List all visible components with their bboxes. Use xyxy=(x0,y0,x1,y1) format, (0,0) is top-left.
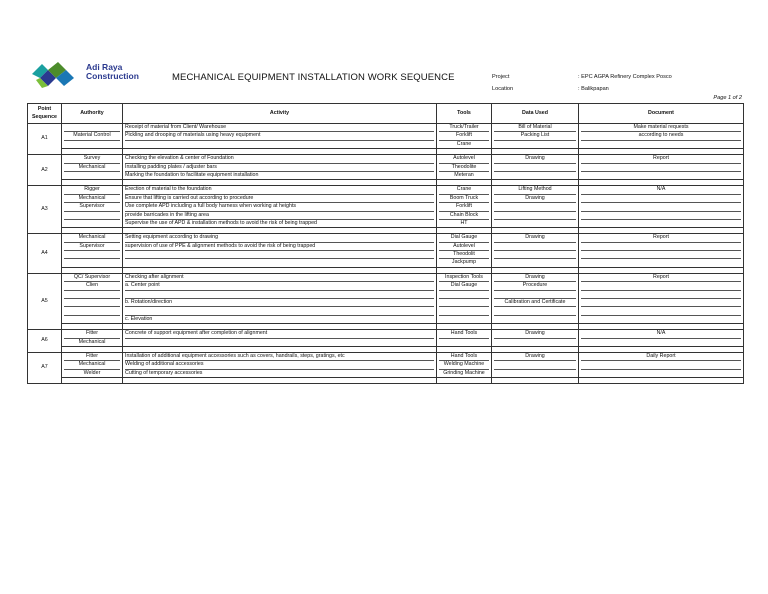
document-cell-line: according to needs xyxy=(581,132,741,140)
location-value: : Balikpapan xyxy=(578,86,609,92)
activity-cell xyxy=(123,234,437,268)
document-cell xyxy=(579,330,744,347)
data-used-cell-line: Procedure xyxy=(494,282,576,290)
data-used-cell xyxy=(492,273,579,323)
header-activity: Activity xyxy=(123,104,437,124)
data-used-cell-line: Packing List xyxy=(494,132,576,140)
authority-cell-line xyxy=(64,259,120,266)
activity-cell-line: Setting equipment according to drawing xyxy=(125,234,434,242)
authority-cell-line: Mechanical xyxy=(64,234,120,242)
company-name-line2: Construction xyxy=(86,71,139,81)
data-used-cell-line: Lifting Method xyxy=(494,186,576,194)
spacer-cell xyxy=(437,378,492,384)
activity-cell xyxy=(123,124,437,149)
activity-cell-line: Installation of additional equipment accessories such as covers, handrails, steps, gratings, etc xyxy=(125,353,434,361)
data-used-cell-line: Drawing xyxy=(494,234,576,242)
table-row xyxy=(28,124,744,149)
tools-cell xyxy=(437,234,492,268)
data-used-cell xyxy=(492,186,579,228)
table-body xyxy=(28,124,744,384)
tools-cell xyxy=(437,124,492,149)
authority-cell-line xyxy=(64,299,120,307)
document-cell xyxy=(579,186,744,228)
header-seq-line1: Point xyxy=(37,106,52,113)
tools-cell-line: Autolevel xyxy=(439,155,489,163)
document-cell-line xyxy=(581,212,741,220)
document-cell-line xyxy=(581,220,741,227)
tools-cell-line: Jackpump xyxy=(451,259,477,266)
tools-cell-line: Meteran xyxy=(454,171,474,178)
authority-cell xyxy=(62,186,123,228)
document-cell-line: N/A xyxy=(581,186,741,194)
data-used-cell-line xyxy=(494,203,576,211)
authority-cell xyxy=(62,273,123,323)
tools-cell-line xyxy=(439,299,489,307)
activity-cell-line xyxy=(125,251,434,259)
table-header-row xyxy=(28,104,744,124)
company-name-line1: Adi Raya xyxy=(86,62,123,72)
header-data-used: Data Used xyxy=(492,104,579,124)
table-row xyxy=(28,352,744,377)
data-used-cell xyxy=(492,234,579,268)
authority-cell-line: Rigger xyxy=(64,186,120,194)
authority-cell-line xyxy=(64,307,120,315)
document-cell-line: Make material requests xyxy=(581,124,741,132)
tools-cell-line: Boom Truck xyxy=(439,195,489,203)
data-used-cell-line xyxy=(494,212,576,220)
table-row xyxy=(28,234,744,268)
authority-cell xyxy=(62,234,123,268)
activity-cell-line: Concrete of support equipment after completion of alignment xyxy=(125,330,434,338)
activity-cell-line xyxy=(125,259,434,266)
activity-cell-line: supervision of use of PPE & alignment methods to avoid the risk of being trapped xyxy=(125,243,434,251)
tools-cell-line: Hand Tools xyxy=(439,330,489,338)
activity-cell-line: Cutting of temporary accessories xyxy=(125,369,203,376)
data-used-cell-line xyxy=(494,316,576,323)
document-cell-line: Report xyxy=(581,274,741,282)
tools-cell-line: Welding Machine xyxy=(439,361,489,369)
data-used-cell-line: Drawing xyxy=(494,195,576,203)
data-used-cell-line xyxy=(494,291,576,299)
activity-cell-line: Supervise the use of APD & installation methods to avoid the risk of being trapped xyxy=(125,219,317,226)
data-used-cell-line xyxy=(494,251,576,259)
authority-cell-line: Supervisor xyxy=(64,243,120,251)
document-cell-line xyxy=(581,243,741,251)
tools-cell-line: Grinding Machine xyxy=(443,369,485,376)
project-label: Project xyxy=(492,74,510,80)
data-used-cell-line xyxy=(494,339,576,346)
point-sequence-cell: A3 xyxy=(28,186,62,234)
activity-cell-line: Receipt of material from Client/ Warehouse xyxy=(125,124,434,132)
tools-cell xyxy=(437,273,492,323)
data-used-cell-line xyxy=(494,172,576,179)
activity-cell-line: Use complete APD including a full body harness when working at heights xyxy=(125,203,434,211)
document-cell-line xyxy=(581,339,741,346)
tools-cell-line: Autolevel xyxy=(439,243,489,251)
authority-cell-line: Material Control xyxy=(64,132,120,140)
document-cell xyxy=(579,352,744,377)
tools-cell-line xyxy=(439,291,489,299)
point-sequence-cell: A5 xyxy=(28,273,62,329)
tools-cell-line: Forklift xyxy=(439,132,489,140)
point-sequence-cell: A4 xyxy=(28,234,62,274)
data-used-cell-line xyxy=(494,141,576,148)
tools-cell-line: Hand Tools xyxy=(439,353,489,361)
document-cell-line xyxy=(581,291,741,299)
point-sequence-cell: A6 xyxy=(28,330,62,353)
authority-cell-line: Mechanical xyxy=(78,338,106,345)
authority-cell-line: Mechanical xyxy=(64,195,120,203)
tools-cell-line: Dial Gauge xyxy=(439,234,489,242)
document-cell xyxy=(579,124,744,149)
tools-cell-line: Truck/Trailer xyxy=(439,124,489,132)
authority-cell xyxy=(62,124,123,149)
authority-cell-line: Fitter xyxy=(64,330,120,338)
project-value: : EPC AGPA Refinery Complex Posco xyxy=(578,74,672,80)
authority-cell-line: Survey xyxy=(64,155,120,163)
point-sequence-cell: A1 xyxy=(28,124,62,155)
authority-cell-line: Clien xyxy=(64,282,120,290)
authority-cell-line: Supervisor xyxy=(64,203,120,211)
activity-cell-line: Pickling and drooping of materials using heavy equipment xyxy=(125,132,434,140)
data-used-cell-line xyxy=(494,243,576,251)
point-sequence-cell: A7 xyxy=(28,352,62,383)
location-label: Location xyxy=(492,86,514,92)
spacer-cell xyxy=(579,378,744,384)
company-logo xyxy=(30,60,139,92)
header-authority: Authority xyxy=(62,104,123,124)
authority-cell-line xyxy=(64,124,120,132)
tools-cell-line: Dial Gauge xyxy=(439,282,489,290)
table-row xyxy=(28,273,744,323)
document-cell-line xyxy=(581,203,741,211)
tools-cell xyxy=(437,330,492,347)
header-tools: Tools xyxy=(437,104,492,124)
document-cell xyxy=(579,155,744,180)
data-used-cell-line: Bill of Material xyxy=(494,124,576,132)
header-document: Document xyxy=(579,104,744,124)
tools-cell xyxy=(437,352,492,377)
authority-cell-line xyxy=(64,291,120,299)
activity-cell xyxy=(123,330,437,347)
activity-cell xyxy=(123,273,437,323)
activity-cell-line: c. Elevation xyxy=(125,315,153,322)
point-sequence-cell: A2 xyxy=(28,155,62,186)
data-used-cell xyxy=(492,330,579,347)
table-row xyxy=(28,155,744,180)
spacer-row xyxy=(28,378,744,384)
activity-cell-line: a. Center point xyxy=(125,282,434,290)
data-used-cell-line xyxy=(494,361,576,369)
authority-cell-line: Mechanical xyxy=(64,361,120,369)
data-used-cell-line: Calibration and Certificate xyxy=(494,299,576,307)
activity-cell-line: provide barricades in the lifting area xyxy=(125,212,434,220)
document-cell-line: Report xyxy=(581,155,741,163)
authority-cell-line xyxy=(64,316,120,323)
authority-cell-line xyxy=(64,172,120,179)
tools-cell xyxy=(437,155,492,180)
activity-cell-line: Checking the elevation & center of Foundation xyxy=(125,155,434,163)
page-number: Page 1 of 2 xyxy=(713,95,742,101)
data-used-cell xyxy=(492,155,579,180)
tools-cell-line: Chain Block xyxy=(439,212,489,220)
document-title: MECHANICAL EQUIPMENT INSTALLATION WORK SEQUENCE xyxy=(172,72,455,83)
authority-cell xyxy=(62,330,123,347)
data-used-cell-line xyxy=(494,259,576,266)
data-used-cell xyxy=(492,124,579,149)
document-cell-line: Daily Report xyxy=(581,353,741,361)
work-sequence-table xyxy=(27,103,744,384)
tools-cell-line: Crane xyxy=(456,140,472,147)
authority-cell-line: QC/ Supervisor xyxy=(64,274,120,282)
activity-cell-line: Installing padding plates / adjuster bars xyxy=(125,164,434,172)
header-seq-line2: Sequence xyxy=(31,113,58,120)
authority-cell-line: Fitter xyxy=(64,353,120,361)
activity-cell-line: Ensure that lifting is carried out according to procedure xyxy=(125,195,434,203)
document-cell-line xyxy=(581,361,741,369)
document-cell xyxy=(579,273,744,323)
authority-cell-line xyxy=(64,141,120,148)
document-cell xyxy=(579,234,744,268)
logo-mark-icon xyxy=(30,60,84,90)
document-cell-line xyxy=(581,307,741,315)
authority-cell-line xyxy=(64,212,120,220)
activity-cell-line: Erection of material to the foundation xyxy=(125,186,434,194)
activity-cell xyxy=(123,155,437,180)
activity-cell-line: b. Rotation/direction xyxy=(125,299,434,307)
authority-cell xyxy=(62,155,123,180)
activity-cell-line: Welding of additional accessories xyxy=(125,361,434,369)
data-used-cell-line: Drawing xyxy=(494,353,576,361)
data-used-cell-line: Drawing xyxy=(494,330,576,338)
data-used-cell xyxy=(492,352,579,377)
tools-cell-line: Inspection Tools xyxy=(439,274,489,282)
spacer-cell xyxy=(123,378,437,384)
document-cell-line xyxy=(581,195,741,203)
document-cell-line xyxy=(581,316,741,323)
authority-cell xyxy=(62,352,123,377)
tools-cell-line: Theodolit xyxy=(439,251,489,259)
document-cell-line xyxy=(581,259,741,266)
document-cell-line xyxy=(581,299,741,307)
document-cell-line xyxy=(581,141,741,148)
authority-cell-line: Mechanical xyxy=(64,164,120,172)
data-used-cell-line: Drawing xyxy=(494,274,576,282)
activity-cell-line: Marking the foundation to facilitate equipment installation xyxy=(125,171,259,178)
document-cell-line xyxy=(581,164,741,172)
activity-cell-line xyxy=(125,141,434,148)
activity-cell-line xyxy=(125,291,434,299)
tools-cell-line xyxy=(439,307,489,315)
tools-cell-line: Crane xyxy=(439,186,489,194)
data-used-cell-line xyxy=(494,307,576,315)
data-used-cell-line xyxy=(494,220,576,227)
authority-cell-line xyxy=(64,220,120,227)
document-cell-line xyxy=(581,251,741,259)
authority-cell-line: Welder xyxy=(83,369,101,376)
data-used-cell-line xyxy=(494,370,576,377)
tools-cell-line: Theodolite xyxy=(439,164,489,172)
tools-cell xyxy=(437,186,492,228)
activity-cell-line: Checking after alignment xyxy=(125,274,434,282)
activity-cell-line xyxy=(125,307,434,315)
data-used-cell-line: Drawing xyxy=(494,155,576,163)
table-row xyxy=(28,186,744,228)
activity-cell xyxy=(123,352,437,377)
tools-cell-line: HT xyxy=(460,219,468,226)
activity-cell xyxy=(123,186,437,228)
document-cell-line xyxy=(581,172,741,179)
document-cell-line xyxy=(581,370,741,377)
document-cell-line: Report xyxy=(581,234,741,242)
document-cell-line: N/A xyxy=(581,330,741,338)
data-used-cell-line xyxy=(494,164,576,172)
tools-cell-line xyxy=(439,339,489,346)
tools-cell-line xyxy=(439,316,489,323)
header-point-sequence xyxy=(28,104,62,124)
document-cell-line xyxy=(581,282,741,290)
authority-cell-line xyxy=(64,251,120,259)
tools-cell-line: Forklift xyxy=(439,203,489,211)
table-row xyxy=(28,330,744,347)
spacer-cell xyxy=(62,378,123,384)
activity-cell-line xyxy=(125,339,434,346)
spacer-cell xyxy=(492,378,579,384)
